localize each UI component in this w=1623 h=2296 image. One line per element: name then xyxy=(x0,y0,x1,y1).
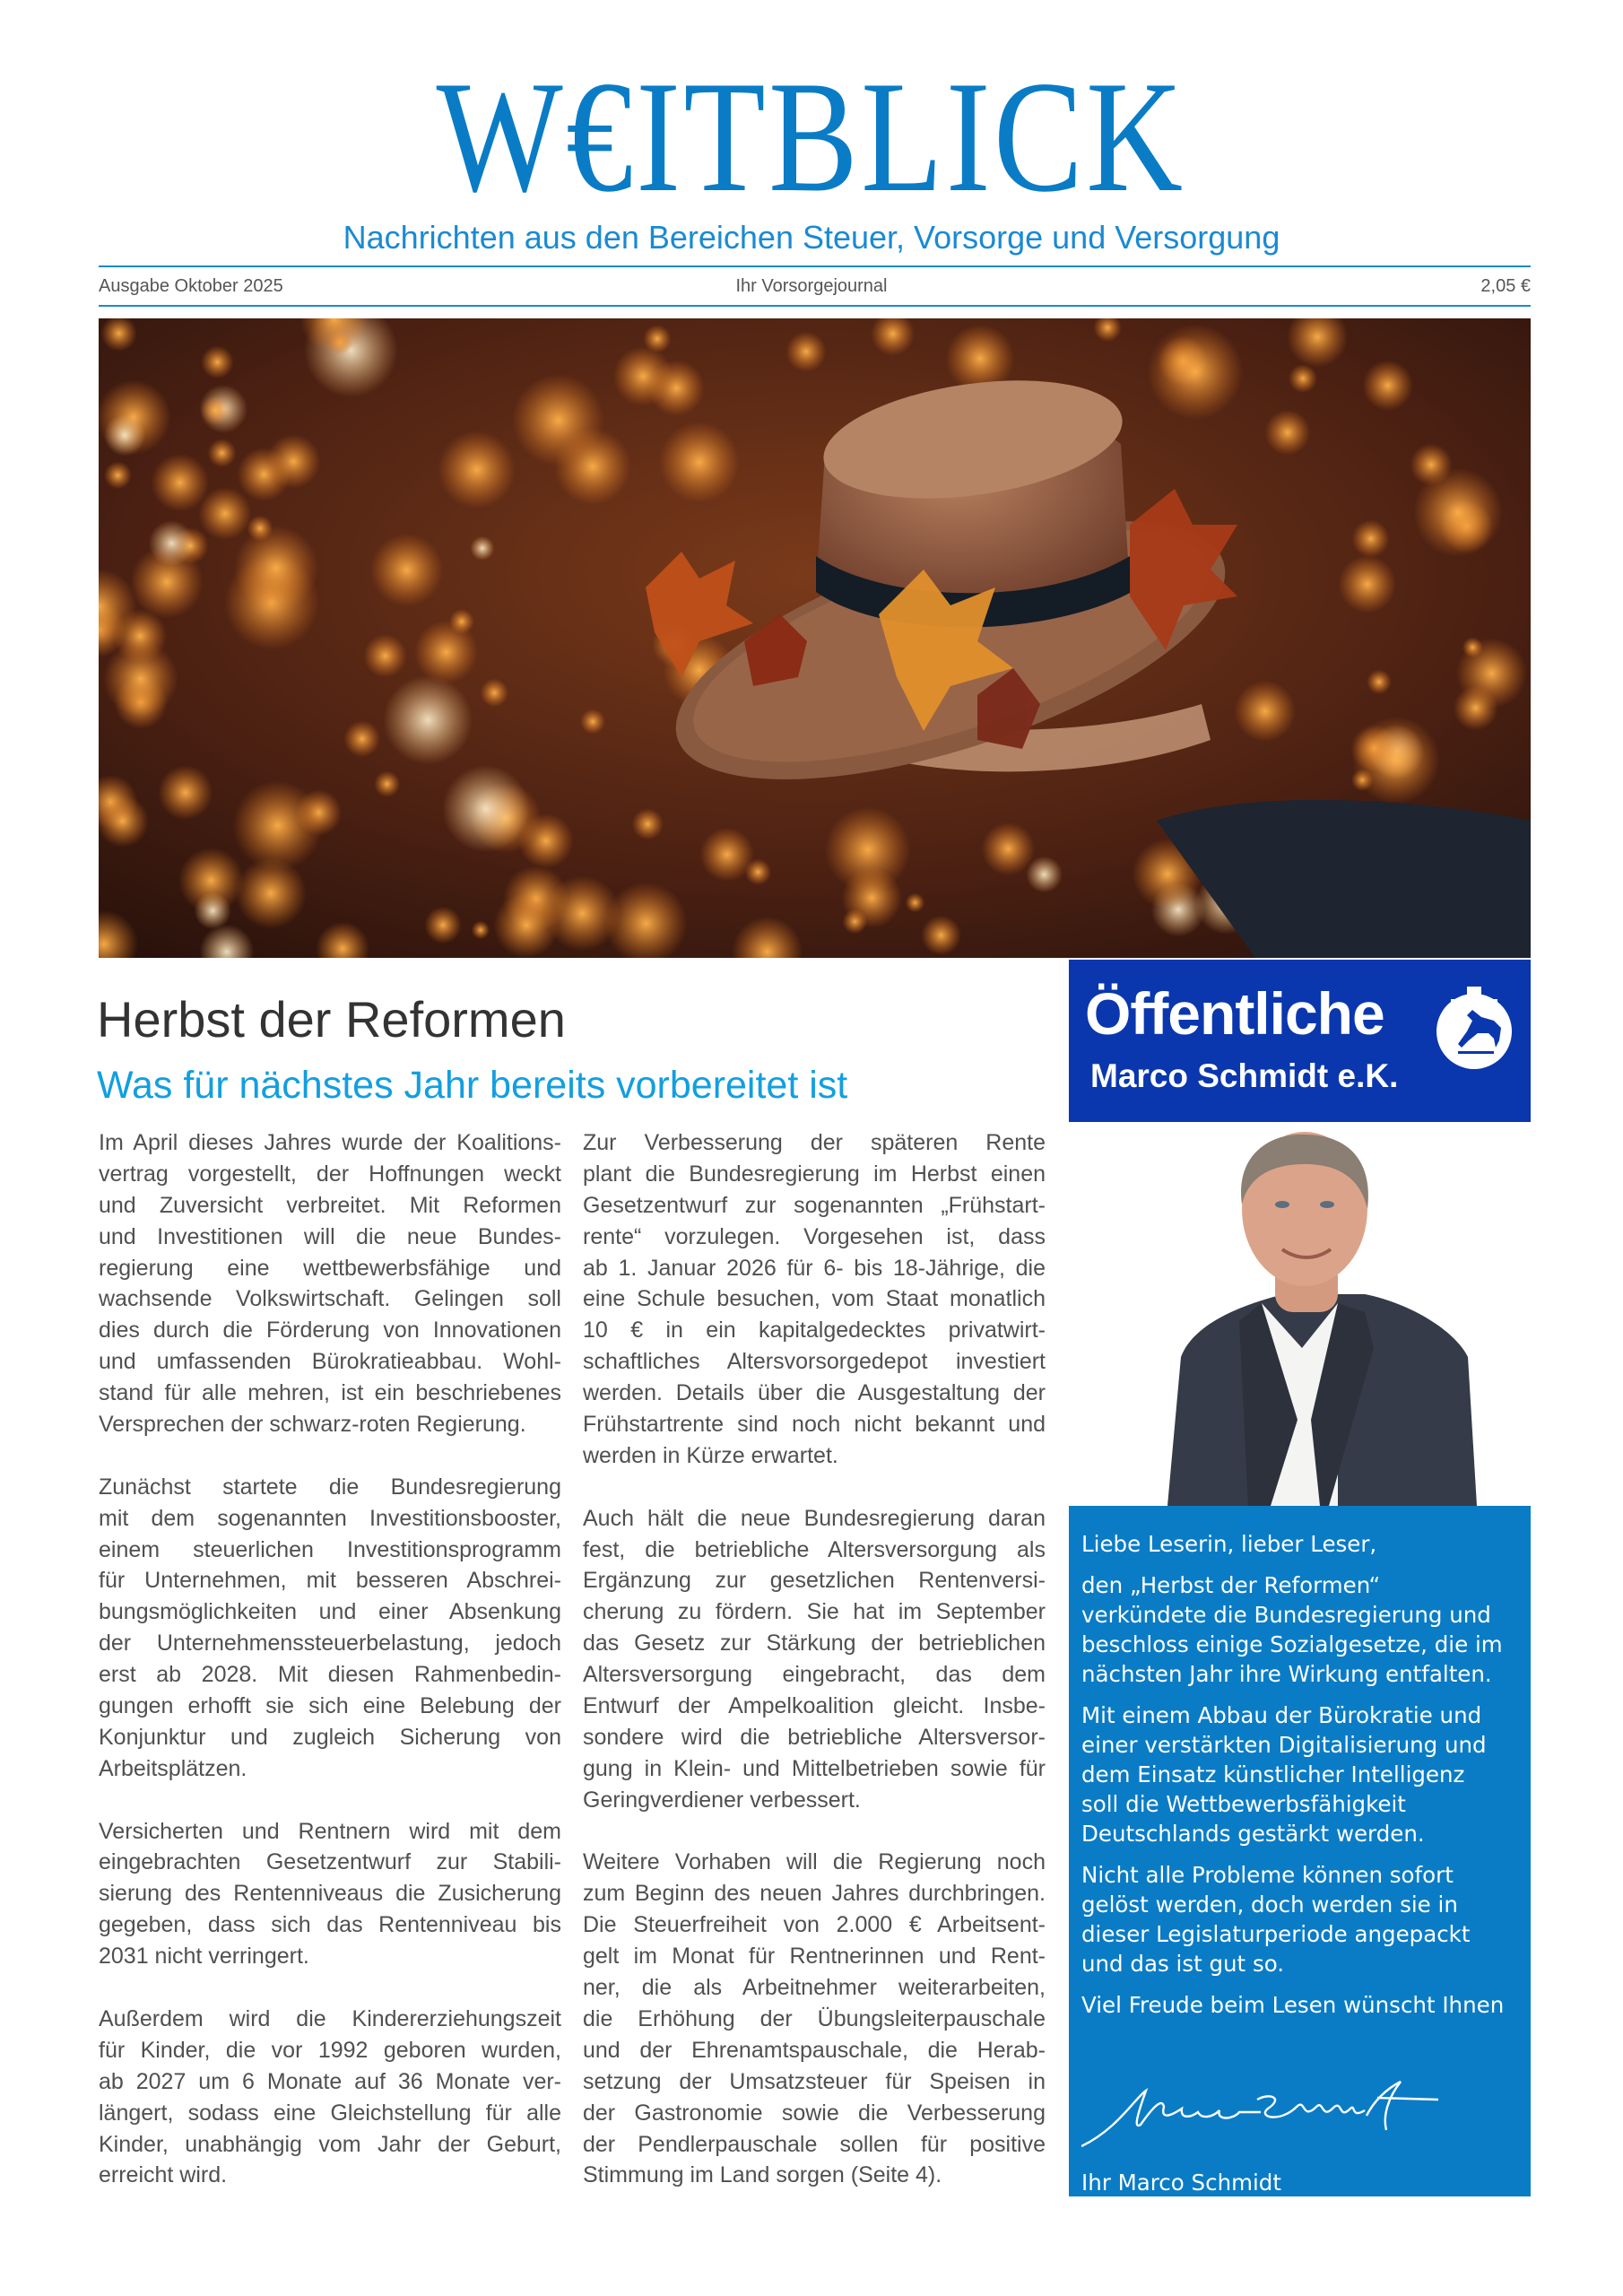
bokeh-light xyxy=(370,534,444,607)
article-text-line: Im April dieses Jahres wurde der Koalitions- xyxy=(99,1130,561,1155)
bokeh-light xyxy=(613,346,673,406)
article-text-line: erst ab 2028. Mit diesen Rahmenbedin- xyxy=(99,1662,561,1688)
logo-brand: Öffentliche xyxy=(1085,980,1384,1047)
article-text-line: eingebrachten Gesetzentwurf zur Stabili- xyxy=(99,1849,561,1875)
header-rule-bottom xyxy=(99,305,1531,307)
article-text-line: werden. Details über die Ausgestaltung der xyxy=(583,1380,1046,1406)
bokeh-light xyxy=(1289,364,1317,393)
article-text-line: Frühstartrente sind noch nicht bekannt und xyxy=(583,1412,1046,1438)
article-text-line: Auch hält die neue Bundesregierung daran xyxy=(583,1505,1046,1531)
journal-label: Ihr Vorsorgejournal xyxy=(735,276,888,296)
letter-text-line: gelöst werden, doch werden sie in xyxy=(1081,1892,1458,1918)
masthead-tagline: Nachrichten aus den Bereichen Steuer, Vorsorge und Versorgung xyxy=(343,219,1280,256)
bokeh-light xyxy=(201,345,234,378)
article-text-line: regierung eine wettbewerbsfähige und xyxy=(99,1255,561,1281)
bokeh-light xyxy=(234,526,318,610)
price-label: 2,05 € xyxy=(1480,276,1531,296)
article-text-line: sierung des Rentenniveaus die Zusicherung xyxy=(99,1881,561,1907)
handwritten-signature xyxy=(1081,2080,1440,2152)
article-text-line: ab 1. Januar 2026 für 6- bis 18-Jährige, die xyxy=(583,1255,1046,1281)
bokeh-light xyxy=(1462,637,1483,657)
bokeh-light xyxy=(493,892,560,958)
article-text-line: einem steuerlichen Investitionsprogramm xyxy=(99,1536,561,1562)
article-text-line: der Pendlerpauschale sollen für positive xyxy=(583,2131,1046,2157)
article-text-line: sondere wird die betriebliche Altersversor- xyxy=(583,1724,1046,1750)
article-text-line: cherung zu fördern. Sie hat im September xyxy=(583,1599,1046,1625)
letter-closing: Ihr Marco Schmidt xyxy=(1081,2170,1281,2196)
bokeh-light xyxy=(1148,324,1244,420)
oeffentliche-logo xyxy=(1069,960,1531,1122)
article-text-line: für Kinder, die vor 1992 geboren wurden, xyxy=(99,2037,561,2063)
bokeh-light xyxy=(472,921,490,940)
article-text-line: stand für alle mehren, ist ein beschriebenes xyxy=(99,1380,561,1406)
bokeh-light xyxy=(1234,681,1296,743)
article-text-line: Arbeitsplätzen. xyxy=(99,1755,247,1781)
article-text-line: 10 € in ein kapitalgedecktes privatwirt- xyxy=(583,1318,1046,1344)
editorial-letter-box xyxy=(1069,1506,1531,2196)
hero-image-autumn-hat xyxy=(99,318,1531,958)
article-text-line: wachsende Volkswirtschaft. Gelingen soll xyxy=(99,1286,561,1312)
bokeh-light xyxy=(580,709,605,734)
article-text-line: Weitere Vorhaben will die Regierung noch xyxy=(583,1849,1046,1875)
bokeh-light xyxy=(480,678,508,707)
article-text-line: ab 2027 um 6 Monate auf 36 Monate ver- xyxy=(99,2068,561,2094)
bokeh-light xyxy=(842,909,867,934)
article-text-line: Geringverdiener verbessert. xyxy=(583,1787,861,1813)
bokeh-light xyxy=(208,439,237,467)
bokeh-light xyxy=(1367,669,1392,694)
paragraph-spacer xyxy=(583,1472,1046,1503)
article-text-line: werden in Kürze erwartet. xyxy=(583,1442,838,1468)
article-text-line: plant die Bundesregierung im Herbst einen xyxy=(583,1161,1046,1187)
article-text-line: vertrag vorgestellt, der Hoffnungen weckt xyxy=(99,1161,561,1187)
bokeh-light xyxy=(194,892,230,929)
article-text-line: Ergänzung zur gesetzlichen Rentenversi- xyxy=(583,1568,1046,1594)
paragraph-spacer xyxy=(583,1816,1046,1848)
letter-text-line: dem Einsatz künstlicher Intelligenz xyxy=(1081,1761,1465,1787)
paragraph-spacer xyxy=(99,1972,561,2004)
article-text-line: Gesetzentwurf zur sogenannten „Frühstart- xyxy=(583,1192,1046,1218)
paragraph-spacer xyxy=(99,1785,561,1816)
bokeh-light xyxy=(383,675,473,765)
bokeh-light xyxy=(1352,717,1440,804)
article-text-line: bungsmöglichkeiten und einer Absenkung xyxy=(99,1599,561,1625)
letter-text-line: Viel Freude beim Lesen wünscht Ihnen xyxy=(1081,1992,1505,2018)
bokeh-light xyxy=(232,780,323,871)
article-text-line: gelt im Monat für Rentnerinnen und Rent- xyxy=(583,1944,1046,1970)
article-text-line: Die Steuerfreiheit von 2.000 € Arbeitsent- xyxy=(583,1912,1046,1938)
bokeh-light xyxy=(921,915,961,955)
article-text-line: ner, die als Arbeitnehmer weiterarbeiten, xyxy=(583,1975,1046,2001)
article-text-line: gegeben, dass sich das Rentenniveau bis xyxy=(99,1912,561,1938)
bokeh-light xyxy=(424,907,462,944)
article-text-line: längert, sodass eine Gleichstellung für alle xyxy=(99,2100,561,2126)
letter-text-line: und das ist gut so. xyxy=(1081,1951,1285,1977)
logo-agency: Marco Schmidt e.K. xyxy=(1090,1057,1399,1094)
article-text-line: Versprechen der schwarz-roten Regierung. xyxy=(99,1412,526,1438)
article-text-line: 2031 nicht verringert. xyxy=(99,1944,309,1970)
bokeh-light xyxy=(1413,468,1502,557)
bokeh-light xyxy=(1338,555,1396,613)
bokeh-light xyxy=(343,720,380,757)
article-text-line: Konjunktur und zugleich Sicherung von xyxy=(99,1724,561,1750)
bokeh-light xyxy=(470,536,494,561)
article-text-line: gung in Klein- und Mittelbetrieben sowie für xyxy=(583,1755,1046,1781)
masthead-title xyxy=(0,48,1623,225)
bokeh-light xyxy=(906,893,925,913)
bokeh-light xyxy=(659,422,740,502)
bokeh-light xyxy=(438,430,516,509)
article-text-line: gungen erhofft sie sich eine Belebung der xyxy=(99,1693,561,1719)
issue-label: Ausgabe Oktober 2025 xyxy=(99,276,283,296)
letter-text-line: beschloss einige Sozialgesetze, die im xyxy=(1081,1631,1503,1657)
article-text-line: und Investitionen will die neue Bundes- xyxy=(99,1223,561,1249)
bokeh-light xyxy=(201,396,230,425)
article-text-line: der Unternehmenssteuerbelastung, jedoch xyxy=(99,1631,561,1657)
article-text-line: dies durch die Förderung von Innovationen xyxy=(99,1318,561,1344)
bokeh-light xyxy=(1454,685,1498,730)
letter-text-line: Deutschlands gestärkt werden. xyxy=(1081,1821,1425,1847)
article-text-line: schaftliches Altersvorsorgedepot investiert xyxy=(583,1349,1046,1375)
bokeh-light xyxy=(103,641,178,717)
article-text-line: für Unternehmen, mit besseren Abschrei- xyxy=(99,1568,561,1594)
bokeh-light xyxy=(199,487,252,540)
bokeh-light xyxy=(1351,519,1389,557)
article-text-line: Zur Verbesserung der späteren Rente xyxy=(583,1130,1046,1155)
bokeh-light xyxy=(235,857,307,929)
bokeh-light xyxy=(632,808,664,839)
article-text-line: setzung der Umsatzsteuer für Speisen in xyxy=(583,2068,1046,2094)
bokeh-light xyxy=(1264,410,1310,456)
article-text-line: fest, die betriebliche Altersversorgung als xyxy=(583,1536,1046,1562)
letter-text-line: Liebe Leserin, lieber Leser, xyxy=(1081,1531,1377,1557)
letter-text-line: den „Herbst der Reformen“ xyxy=(1081,1572,1381,1598)
bokeh-light xyxy=(518,813,573,868)
header-rule-top xyxy=(99,265,1531,267)
letter-text-line: soll die Wettbewerbsfähigkeit xyxy=(1081,1791,1406,1817)
bokeh-light xyxy=(982,822,1036,876)
article-text-line: das Gesetz zur Stärkung der betrieblichen xyxy=(583,1631,1046,1657)
letter-text-line: nächsten Jahr ihre Wirkung entfalten. xyxy=(1081,1661,1492,1687)
article-text-line: Kinder, unabhängig vom Jahr der Geburt, xyxy=(99,2131,561,2157)
bokeh-light xyxy=(104,461,132,489)
masthead-title-text: W€ITBLICK xyxy=(437,48,1186,225)
bokeh-light xyxy=(363,634,406,677)
article-text-line: der Gastronomie sowie die Verbesserung xyxy=(583,2100,1046,2126)
letter-text-line: Mit einem Abbau der Bürokratie und xyxy=(1081,1702,1482,1728)
bokeh-light xyxy=(99,795,149,848)
article-text-line: Zunächst startete die Bundesregierung xyxy=(99,1474,561,1500)
letter-text-line: verkündete die Bundesregierung und xyxy=(1081,1602,1491,1628)
portrait-photo-marco-schmidt xyxy=(1069,1124,1531,1506)
bokeh-light xyxy=(149,520,195,566)
article-text-line: Versicherten und Rentnern wird mit dem xyxy=(99,1818,561,1844)
article-text-line: die Erhöhung der Übungsleiterpauschale xyxy=(583,2005,1046,2031)
article-text-line: eine Schule besuchen, vom Staat monatlich xyxy=(583,1286,1046,1312)
bokeh-light xyxy=(266,434,321,489)
article-text-line: zum Beginn des neuen Jahres durchbringen. xyxy=(583,1881,1046,1907)
article-column-2 xyxy=(583,1127,1046,2191)
letter-text-line: Nicht alle Probleme können sofort xyxy=(1081,1862,1454,1888)
bokeh-light xyxy=(785,332,826,372)
letter-text-line: einer verstärkten Digitalisierung und xyxy=(1081,1732,1487,1758)
article-text-line: rente“ vorzulegen. Vorgesehen ist, dass xyxy=(583,1223,1046,1249)
article-text-line: und umfassenden Bürokratieabbau. Wohl- xyxy=(99,1349,561,1375)
bokeh-light xyxy=(247,515,273,541)
bokeh-light xyxy=(1362,361,1412,411)
bokeh-light xyxy=(374,770,400,796)
article-text-line: Altersversorgung eingebracht, das dem xyxy=(583,1662,1046,1688)
article-headline: Herbst der Reformen xyxy=(97,991,566,1048)
article-text-line: Außerdem wird die Kindererziehungszeit xyxy=(99,2005,561,2031)
paragraph-spacer xyxy=(99,1440,561,1472)
bokeh-light xyxy=(512,374,604,466)
article-column-1 xyxy=(99,1127,561,2191)
article-text-line: erreicht wird. xyxy=(99,2162,228,2188)
article-text-line: und Zuversicht verbreitet. Mit Reformen xyxy=(99,1192,561,1218)
bokeh-light xyxy=(449,609,474,634)
article-text-line: Entwurf der Ampelkoalition gleicht. Insbe- xyxy=(583,1693,1046,1719)
article-text-line: Stimmung im Land sorgen (Seite 4). xyxy=(583,2162,942,2188)
article-text-line: mit dem sogenannten Investitionsbooster, xyxy=(99,1505,561,1531)
bokeh-light xyxy=(442,765,529,852)
bokeh-light xyxy=(104,414,146,457)
article-text-line: und der Ehrenamtspauschale, die Herab- xyxy=(583,2037,1046,2063)
bokeh-light xyxy=(158,765,213,820)
article-subheadline: Was für nächstes Jahr bereits vorbereitet ist xyxy=(97,1064,848,1107)
horse-emblem-icon xyxy=(1431,985,1517,1071)
letter-text-line: dieser Legislaturperiode angepackt xyxy=(1081,1921,1471,1947)
bokeh-light xyxy=(151,454,209,512)
bokeh-light xyxy=(745,858,772,885)
